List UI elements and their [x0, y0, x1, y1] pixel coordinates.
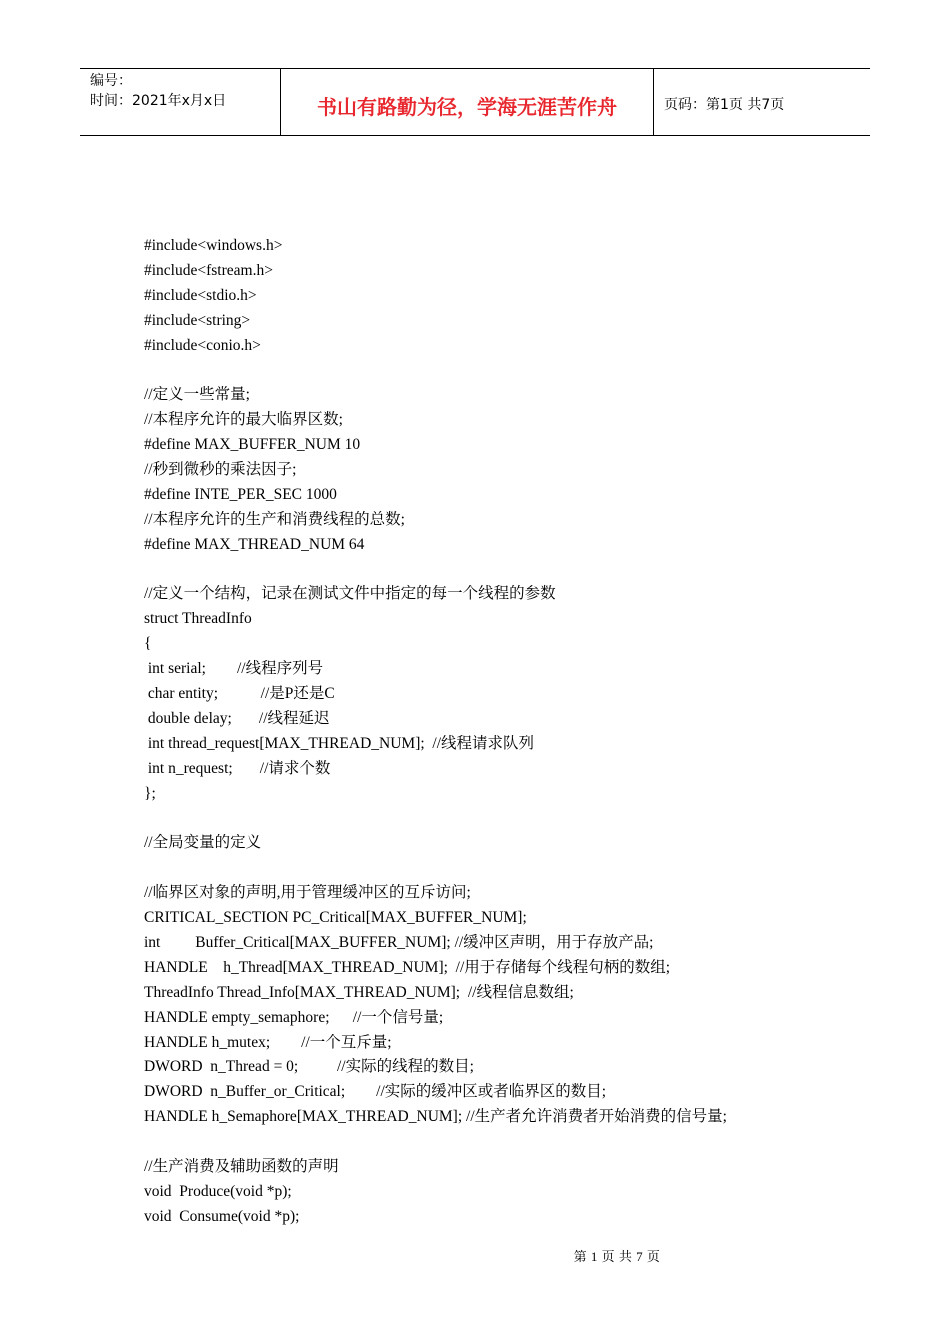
code-line: #define MAX_THREAD_NUM 64 [144, 535, 365, 553]
code-line: #include<fstream.h> [144, 261, 273, 279]
code-line: //临界区对象的声明,用于管理缓冲区的互斥访问; [144, 884, 471, 902]
code-line [144, 856, 864, 881]
code-line: //本程序允许的生产和消费线程的总数; [144, 510, 405, 528]
code-line: int thread_request[MAX_THREAD_NUM]; //线程请求队列 [144, 734, 535, 752]
code-line: HANDLE h_Semaphore[MAX_THREAD_NUM]; //生产者允许消费者开始消费的信号量; [144, 1108, 727, 1126]
code-line: int Buffer_Critical[MAX_BUFFER_NUM]; //缓冲区声明，用于存放产品; [144, 933, 654, 951]
header-page-info: 页码：第1页 共7页 [664, 97, 785, 113]
code-line: ThreadInfo Thread_Info[MAX_THREAD_NUM]; //线程信息数组; [144, 983, 574, 1001]
code-line: //秒到微秒的乘法因子; [144, 461, 297, 479]
header-number-label: 编号： [90, 73, 132, 89]
page-header [80, 68, 870, 136]
code-line: CRITICAL_SECTION PC_Critical[MAX_BUFFER_NUM]; [144, 909, 527, 927]
code-line [144, 358, 864, 383]
code-line [144, 1130, 864, 1155]
code-line: struct ThreadInfo [144, 610, 252, 628]
code-line [144, 806, 864, 831]
header-motto: 书山有路勤为径，学海无涯苦作舟 [281, 69, 654, 135]
code-line: //生产消费及辅助函数的声明 [144, 1157, 339, 1175]
code-line: DWORD n_Thread = 0; //实际的线程的数目; [144, 1058, 474, 1076]
code-line: DWORD n_Buffer_or_Critical; //实际的缓冲区或者临界区的数目; [144, 1083, 607, 1101]
code-line [144, 558, 864, 583]
code-line: { [144, 635, 152, 653]
code-line: #include<conio.h> [144, 336, 261, 354]
header-meta-cell [80, 69, 281, 135]
code-line: void Consume(void *p); [144, 1207, 300, 1225]
code-line: #define MAX_BUFFER_NUM 10 [144, 436, 361, 454]
code-line: }; [144, 784, 156, 802]
code-line: char entity; //是P还是C [144, 685, 335, 703]
code-line: #define INTE_PER_SEC 1000 [144, 485, 337, 503]
code-line: HANDLE h_mutex; //一个互斥量; [144, 1033, 392, 1051]
code-body [144, 234, 864, 1230]
code-line: #include<string> [144, 311, 251, 329]
code-line: double delay; //线程延迟 [144, 709, 330, 727]
code-line: //全局变量的定义 [144, 834, 262, 852]
header-time-label: 时间：2021年x月x日 [90, 93, 227, 109]
code-line: HANDLE empty_semaphore; //一个信号量; [144, 1008, 444, 1026]
code-line: int n_request; //请求个数 [144, 759, 331, 777]
code-line: void Produce(void *p); [144, 1182, 292, 1200]
code-line: //定义一些常量; [144, 386, 250, 404]
code-line: #include<windows.h> [144, 237, 283, 254]
code-line: int serial; //线程序列号 [144, 660, 324, 678]
code-line: //本程序允许的最大临界区数; [144, 411, 343, 429]
code-line: //定义一个结构，记录在测试文件中指定的每一个线程的参数 [144, 585, 556, 603]
code-line: HANDLE h_Thread[MAX_THREAD_NUM]; //用于存储每个线程句柄的数组; [144, 958, 671, 976]
page-footer: 第 1 页 共 7 页 [573, 1249, 661, 1264]
code-line: #include<stdio.h> [144, 286, 257, 304]
